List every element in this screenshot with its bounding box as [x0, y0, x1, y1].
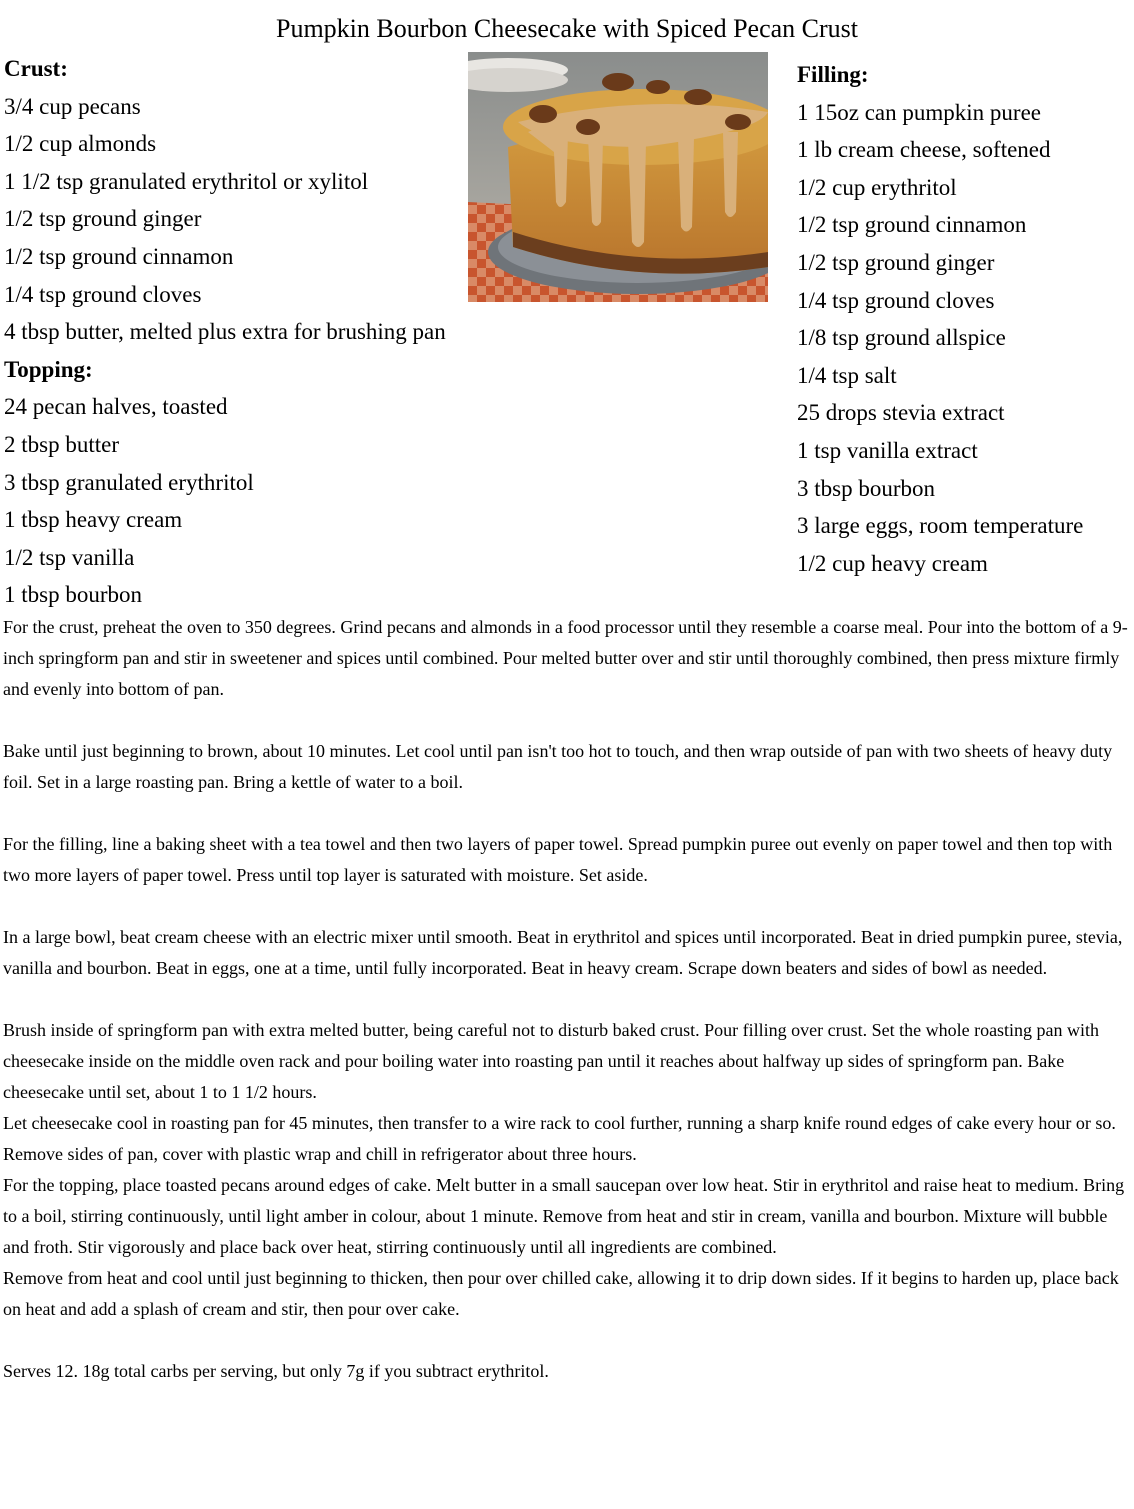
topping-item: 1 tbsp heavy cream: [4, 507, 183, 533]
filling-item: 1/2 tsp ground cinnamon: [797, 212, 1027, 238]
instruction-paragraph: Bake until just beginning to brown, about 10 minutes. Let cool until pan isn't too hot to touch, and then wrap outside of pan with two sheets of heavy duty foil. Set in a large roasting pan. Bring a kettle of water to a boil.: [3, 741, 1113, 792]
filling-item: 1/4 tsp ground cloves: [797, 287, 995, 313]
instruction-paragraph: For the crust, preheat the oven to 350 degrees. Grind pecans and almonds in a food processor until they resemble a coarse meal. Pour into the bottom of a 9-inch springform pan and stir in sweetener and spices until combined. Pour melted butter over and stir until thoroughly combined, then press mixture firmly and evenly into bottom of pan.: [3, 617, 1128, 699]
filling-heading: Filling:: [797, 62, 869, 87]
instructions: [3, 612, 1131, 1387]
filling-item: 1/2 tsp ground ginger: [797, 249, 995, 275]
cheesecake-photo: [468, 52, 768, 302]
filling-item: 1/2 cup erythritol: [797, 174, 957, 200]
serving-info: Serves 12. 18g total carbs per serving, but only 7g if you subtract erythritol.: [3, 1361, 549, 1381]
instruction-paragraph: Remove from heat and cool until just beginning to thicken, then pour over chilled cake, allowing it to drip down sides. If it begins to harden up, place back on heat and add a splash of cream and stir, then pour over cake.: [3, 1268, 1119, 1319]
filling-item: 1 15oz can pumpkin puree: [797, 99, 1041, 125]
crust-item: 1/2 cup almonds: [4, 131, 157, 157]
topping-item: 1/2 tsp vanilla: [4, 544, 135, 570]
crust-item: 1 1/2 tsp granulated erythritol or xylitol: [4, 168, 369, 194]
topping-item: 3 tbsp granulated erythritol: [4, 469, 254, 495]
filling-item: 25 drops stevia extract: [797, 400, 1005, 426]
crust-item: 1/2 tsp ground ginger: [4, 206, 202, 232]
topping-item: 2 tbsp butter: [4, 431, 119, 457]
filling-item: 3 large eggs, room temperature: [797, 513, 1084, 539]
topping-heading: Topping:: [4, 356, 93, 382]
filling-item: 3 tbsp bourbon: [797, 475, 935, 501]
filling-item: 1 tsp vanilla extract: [797, 437, 978, 463]
instruction-paragraph: Brush inside of springform pan with extra melted butter, being careful not to disturb baked crust. Pour filling over crust. Set the whole roasting pan with cheesecake inside on the middle oven rack and pour boiling water into roasting pan until it reaches about halfway up sides of springform pan. Bake cheesecake until set, about 1 to 1 1/2 hours.: [3, 1020, 1100, 1102]
right-column: [797, 56, 1132, 582]
recipe-title: Pumpkin Bourbon Cheesecake with Spiced Pecan Crust: [275, 14, 859, 43]
crust-heading: Crust:: [4, 56, 68, 81]
instruction-paragraph: In a large bowl, beat cream cheese with an electric mixer until smooth. Beat in erythritol and spices until incorporated. Beat in dried pumpkin puree, stevia, vanilla and bourbon. Beat in eggs, one at a time, until fully incorporated. Beat in heavy cream. Scrape down beaters and sides of bowl as needed.: [3, 927, 1123, 978]
instruction-paragraph: Let cheesecake cool in roasting pan for 45 minutes, then transfer to a wire rack to cool further, running a sharp knife round edges of cake every hour or so. Remove sides of pan, cover with plastic wrap and chill in refrigerator about three hours.: [3, 1113, 1116, 1164]
topping-item: 24 pecan halves, toasted: [4, 394, 228, 420]
filling-item: 1 lb cream cheese, softened: [797, 137, 1051, 163]
instruction-paragraph: For the topping, place toasted pecans around edges of cake. Melt butter in a small saucepan over low heat. Stir in erythritol and raise heat to medium. Bring to a boil, stirring continuously, until light amber in colour, about 1 minute. Remove from heat and stir in cream, vanilla and bourbon. Mixture will bubble and froth. Stir vigorously and place back over heat, stirring continuously until all ingredients are combined.: [3, 1175, 1125, 1257]
crust-item: 3/4 cup pecans: [4, 93, 141, 119]
topping-item: 1 tbsp bourbon: [4, 582, 142, 608]
filling-item: 1/4 tsp salt: [797, 362, 897, 388]
crust-item: 1/4 tsp ground cloves: [4, 281, 202, 307]
crust-item: 4 tbsp butter, melted plus extra for brushing pan: [4, 319, 446, 345]
crust-item: 1/2 tsp ground cinnamon: [4, 243, 234, 269]
filling-item: 1/2 cup heavy cream: [797, 550, 988, 576]
instruction-paragraph: For the filling, line a baking sheet with a tea towel and then two layers of paper towel. Spread pumpkin puree out evenly on paper towel and then top with two more layers of paper towel. Press until top layer is saturated with moisture. Set aside.: [3, 834, 1113, 885]
filling-item: 1/8 tsp ground allspice: [797, 325, 1006, 351]
left-column: [4, 50, 504, 614]
